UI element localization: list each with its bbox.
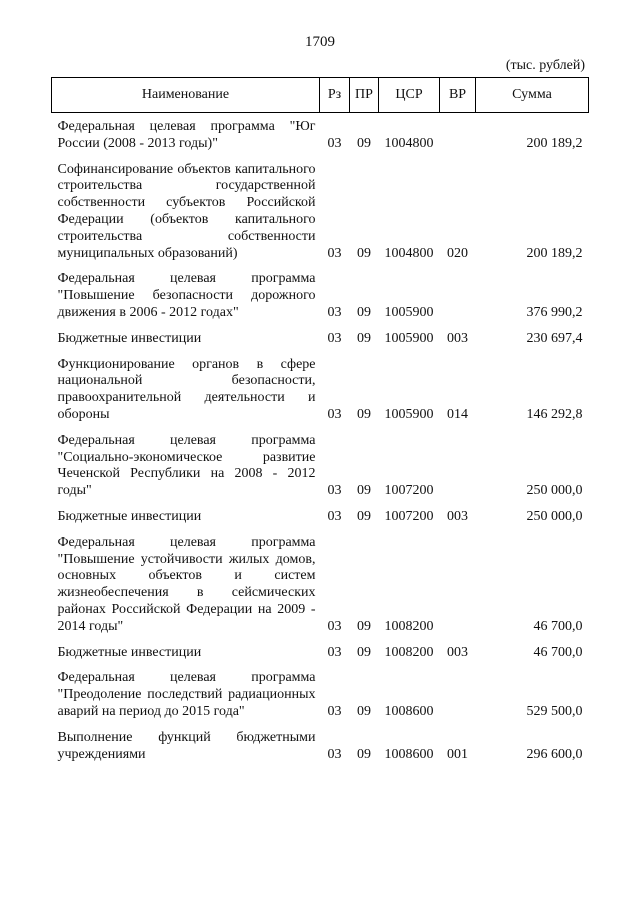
row-csr: 1005900 — [384, 304, 434, 320]
row-pr: 09 — [357, 508, 371, 524]
row-pr: 09 — [357, 644, 371, 660]
table-row — [52, 350, 589, 426]
table-row — [52, 113, 589, 155]
row-vr — [440, 528, 476, 638]
row-pr: 09 — [357, 703, 371, 719]
row-vr: 003 — [447, 508, 468, 524]
row-name: Федеральная целевая программа "Юг России (2008 - 2013 годы)" — [57, 119, 316, 151]
row-name: Федеральная целевая программа "Повышение устойчивости жилых домов, основных объектов и систем жизнеобеспечения в сейсмических районах Российской Федерации на 2009 - 2014 годы" — [57, 534, 316, 634]
row-sum: 146 292,8 — [526, 406, 583, 422]
row-rz: 03 — [327, 618, 342, 634]
row-csr: 1007200 — [384, 508, 434, 524]
table-row — [52, 723, 589, 766]
row-vr — [440, 264, 476, 323]
row-pr: 09 — [357, 746, 371, 762]
row-sum: 46 700,0 — [533, 644, 583, 660]
row-rz: 03 — [327, 746, 342, 762]
table-row — [52, 155, 589, 265]
row-rz: 03 — [327, 135, 342, 151]
row-vr: 014 — [447, 406, 468, 422]
row-csr: 1008600 — [384, 746, 434, 762]
row-vr: 001 — [447, 746, 468, 762]
table-row — [52, 528, 589, 638]
header-vr: ВР — [440, 78, 476, 113]
row-rz: 03 — [327, 483, 342, 499]
row-name: Функционирование органов в сфере национальной безопасности, правоохранительной деятельности и обороны — [57, 356, 316, 422]
row-name: Выполнение функций бюджетными учреждениями — [57, 729, 316, 762]
page-number: 1709 — [305, 34, 335, 50]
row-rz: 03 — [327, 508, 342, 524]
row-csr: 1004800 — [384, 245, 434, 261]
header-rz: Рз — [320, 78, 350, 113]
row-sum: 200 189,2 — [526, 135, 583, 151]
row-sum: 296 600,0 — [526, 746, 583, 762]
row-pr: 09 — [357, 135, 371, 151]
row-sum: 46 700,0 — [533, 618, 583, 634]
table-row — [52, 663, 589, 722]
table-row — [52, 502, 589, 528]
row-vr: 003 — [447, 644, 468, 660]
row-csr: 1008200 — [384, 618, 434, 634]
row-pr: 09 — [357, 330, 371, 346]
row-name: Федеральная целевая программа "Социально-экономическое развитие Чеченской Республики на 2008 - 2012 годы" — [57, 432, 316, 499]
header-sum: Сумма — [476, 78, 589, 113]
row-rz: 03 — [327, 245, 342, 261]
row-sum: 529 500,0 — [526, 703, 583, 719]
row-name: Бюджетные инвестиции — [57, 508, 202, 524]
row-csr: 1007200 — [384, 483, 434, 499]
row-rz: 03 — [327, 330, 342, 346]
row-pr: 09 — [357, 618, 371, 634]
header-name: Наименование — [52, 78, 320, 113]
table-row — [52, 638, 589, 664]
row-vr — [440, 426, 476, 502]
header-pr: ПР — [350, 78, 379, 113]
row-sum: 250 000,0 — [526, 508, 583, 524]
row-sum: 200 189,2 — [526, 245, 583, 261]
row-vr — [440, 113, 476, 155]
row-rz: 03 — [327, 304, 342, 320]
row-pr: 09 — [357, 304, 371, 320]
header-csr: ЦСР — [379, 78, 440, 113]
row-rz: 03 — [327, 406, 342, 422]
units-note: (тыс. рублей) — [505, 58, 585, 73]
row-rz: 03 — [327, 644, 342, 660]
row-rz: 03 — [327, 703, 342, 719]
row-name: Бюджетные инвестиции — [57, 644, 202, 660]
budget-table — [51, 77, 589, 765]
row-csr: 1004800 — [384, 135, 434, 151]
row-csr: 1008600 — [384, 703, 434, 719]
row-csr: 1005900 — [384, 330, 434, 346]
row-name: Федеральная целевая программа "Повышение безопасности дорожного движения в 2006 - 2012 годах" — [57, 271, 316, 320]
row-sum: 230 697,4 — [526, 330, 583, 346]
row-sum: 376 990,2 — [526, 304, 583, 320]
table-row — [52, 324, 589, 350]
row-vr: 003 — [447, 330, 468, 346]
table-row — [52, 264, 589, 323]
row-pr: 09 — [357, 483, 371, 499]
row-name: Софинансирование объектов капитального строительства государственной собственности субъектов Российской Федерации (объектов капитального строительства собственности муниципальных образований) — [57, 161, 316, 261]
table-header-row — [52, 78, 589, 113]
row-vr: 020 — [447, 245, 468, 261]
row-csr: 1005900 — [384, 406, 434, 422]
row-pr: 09 — [357, 406, 371, 422]
row-pr: 09 — [357, 245, 371, 261]
row-vr — [440, 663, 476, 722]
row-name: Федеральная целевая программа "Преодоление последствий радиационных аварий на период до 2015 года" — [57, 670, 316, 719]
row-csr: 1008200 — [384, 644, 434, 660]
row-name: Бюджетные инвестиции — [57, 330, 202, 346]
row-sum: 250 000,0 — [526, 483, 583, 499]
table-row — [52, 426, 589, 502]
